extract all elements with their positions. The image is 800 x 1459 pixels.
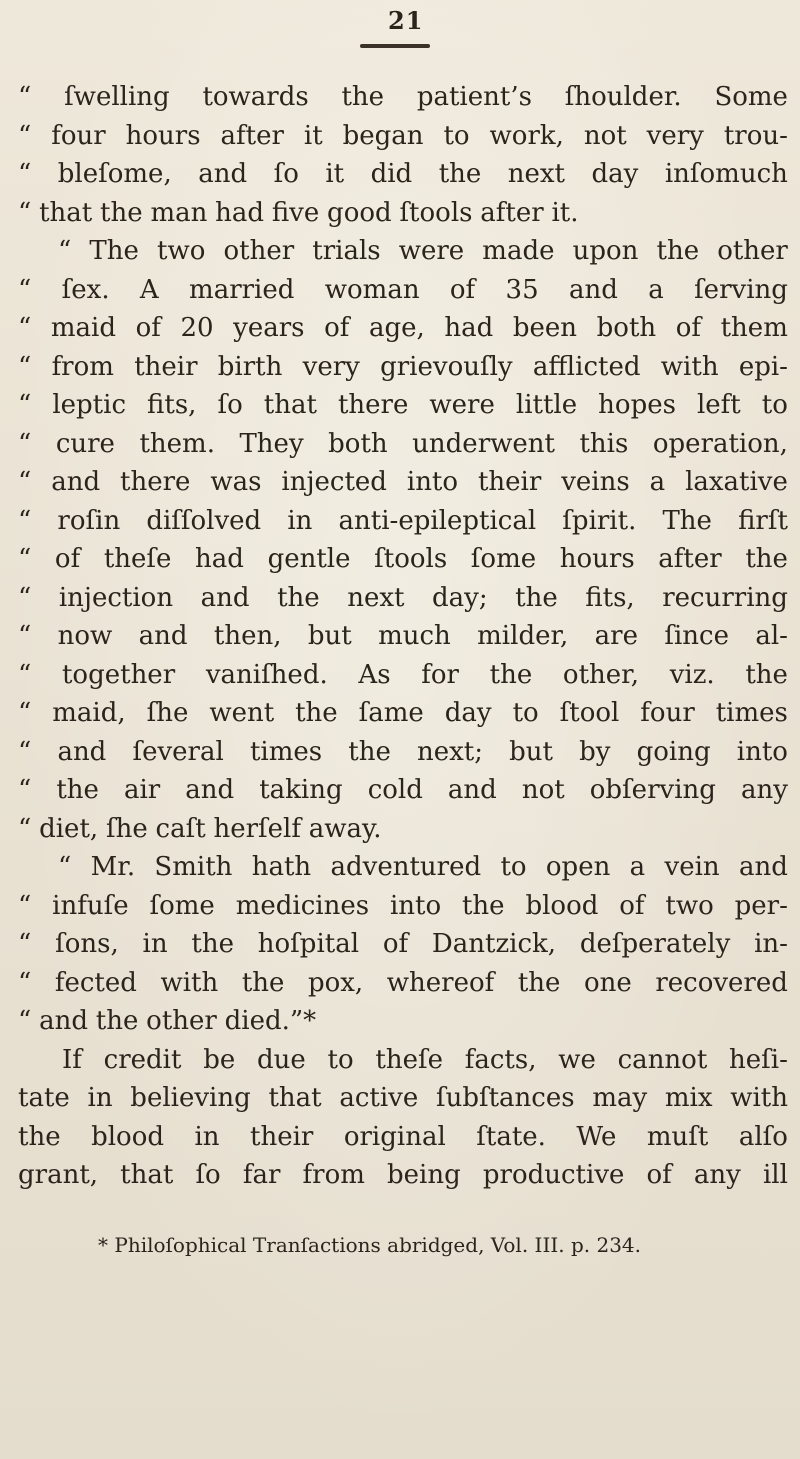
text-line: “ maid, ſhe went the ſame day to ſtool four times [18,698,788,728]
header-rule [360,44,430,48]
text-line: “ roſin diſſolved in anti-epileptical ſpirit. The firſt [18,505,788,536]
text-line: “ the air and taking cold and not obſerving any [18,775,788,805]
footnote: * Philoſophical Tranſactions abridged, Vol. III. p. 234. [98,1233,642,1257]
text-line: “ of theſe had gentle ſtools ſome hours after the [18,544,788,574]
text-line: If credit be due to theſe facts, we cannot heſi- [62,1044,788,1075]
text-line: “ and the other died.”* [18,1006,317,1036]
text-line: “ bleſome, and ſo it did the next day inſomuch [18,159,788,189]
text-line: “ Mr. Smith hath adventured to open a vein and [58,852,788,882]
text-line: “ ſex. A married woman of 35 and a ſerving [18,274,788,305]
text-line: “ now and then, but much milder, are ſince al- [18,621,788,651]
text-line: “ together vaniſhed. As for the other, viz. the [18,659,788,690]
text-line: “ diet, ſhe caſt herſelf away. [18,813,382,844]
text-line: “ four hours after it began to work, not very trou- [18,120,788,151]
text-line: “ ſons, in the hoſpital of Dantzick, deſperately in- [18,929,788,959]
text-line: “ leptic fits, ſo that there were little hopes left to [18,390,788,420]
text-line: “ injection and the next day; the fits, recurring [18,582,788,613]
text-line: “ and ſeveral times the next; but by going into [18,736,788,767]
text-line: “ infuſe ſome medicines into the blood of two per- [18,890,788,921]
text-line: “ fected with the pox, whereof the one recovered [18,967,788,998]
text-line: “ that the man had five good ſtools after it. [18,197,579,228]
text-line: “ maid of 20 years of age, had been both of them [18,313,788,343]
body-text [18,78,788,1195]
text-line: “ The two other trials were made upon the other [58,236,788,266]
page-number: 21 [388,6,424,35]
text-line: tate in believing that active ſubſtances may mix with [18,1083,788,1113]
text-line: “ and there was injected into their veins a laxative [18,467,788,497]
text-line: grant, that ſo far from being productive of any ill [18,1160,788,1190]
text-line: “ cure them. They both underwent this operation, [18,428,788,459]
text-line: “ ſwelling towards the patient’s ſhoulder. Some [18,82,788,112]
text-line: the blood in their original ſtate. We muſt alſo [18,1121,788,1152]
text-line: “ from their birth very grievouſly afflicted with epi- [18,351,788,382]
